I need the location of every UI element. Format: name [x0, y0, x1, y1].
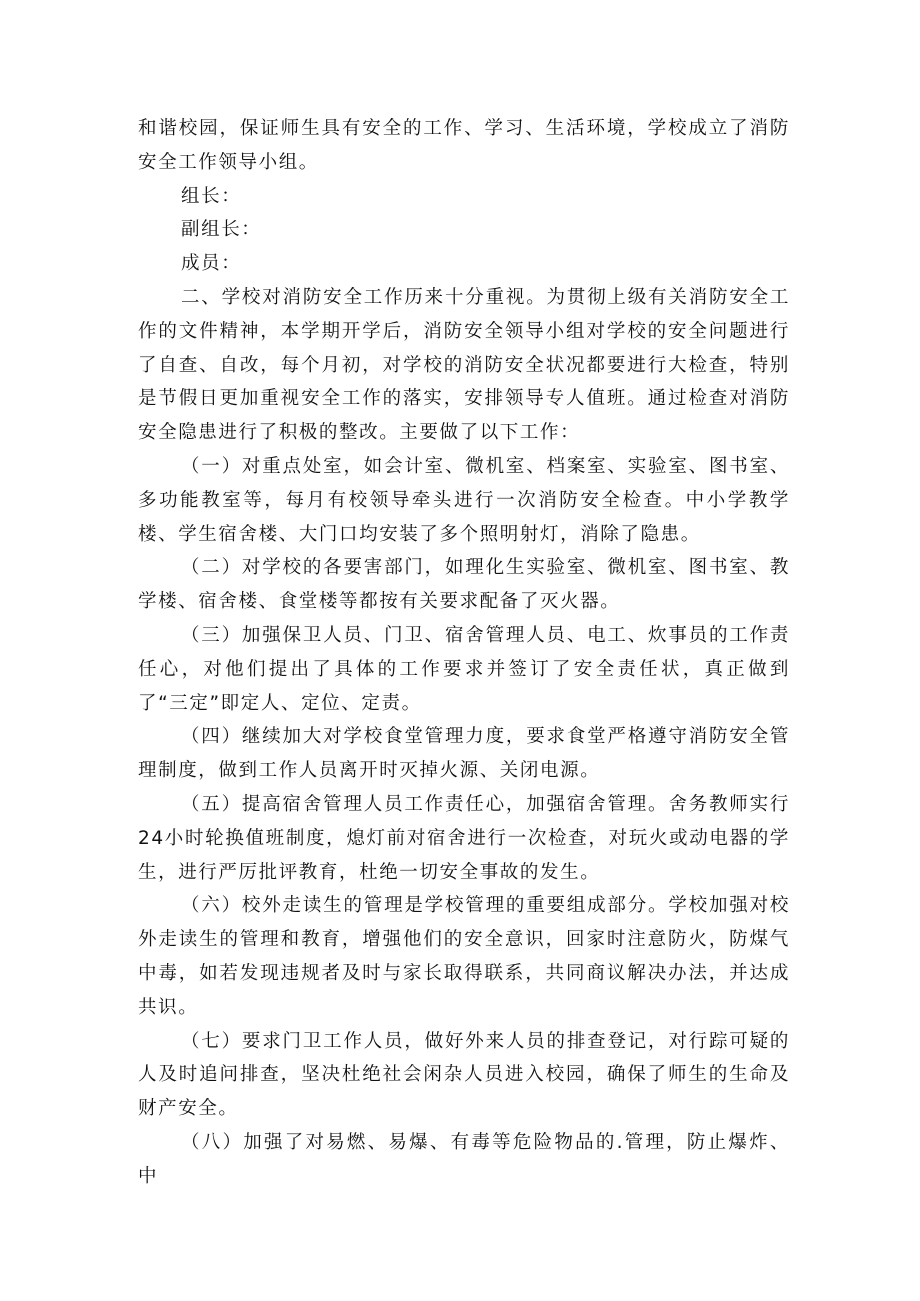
- paragraph-item-3: （三）加强保卫人员、门卫、宿舍管理人员、电工、炊事员的工作责任心，对他们提出了具体的工作要求并签订了安全责任状，真正做到了“三定”即定人、定位、定责。: [138, 624, 790, 714]
- paragraph-item-7: （七）要求门卫工作人员，做好外来人员的排查登记，对行踪可疑的人及时追问排查，坚决杜绝社会闲杂人员进入校园，确保了师生的生命及财产安全。: [138, 1030, 790, 1120]
- paragraph-deputy-leader: 副组长：: [181, 219, 262, 241]
- paragraph-team-leader: 组长：: [181, 185, 242, 207]
- document-page: [138, 112, 790, 1194]
- paragraph-item-6: （六）校外走读生的管理是学校管理的重要组成部分。学校加强对校外走读生的管理和教育，增强他们的安全意识，回家时注意防火，防煤气中毒，如若发现违规者及时与家长取得联系，共同商议解决办法，并达成共识。: [138, 895, 790, 1018]
- paragraph-members: 成员：: [181, 253, 242, 275]
- paragraph-item-1: （一）对重点处室，如会计室、微机室、档案室、实验室、图书室、多功能教室等，每月有校领导牵头进行一次消防安全检查。中小学教学楼、学生宿舍楼、大门口均安装了多个照明射灯，消除了隐患。: [138, 455, 790, 545]
- paragraph-item-2: （二）对学校的各要害部门，如理化生实验室、微机室、图书室、教学楼、宿舍楼、食堂楼等都按有关要求配备了灭火器。: [138, 557, 790, 613]
- paragraph-item-4: （四）继续加大对学校食堂管理力度，要求食堂严格遵守消防安全管理制度，做到工作人员离开时灭掉火源、关闭电源。: [138, 726, 790, 782]
- paragraph-item-8: （八）加强了对易燃、易爆、有毒等危险物品的.管理，防止爆炸、中: [138, 1131, 790, 1187]
- paragraph-intro-continuation: 和谐校园，保证师生具有安全的工作、学习、生活环境，学校成立了消防安全工作领导小组。: [138, 118, 790, 173]
- paragraph-item-5: （五）提高宿舍管理人员工作责任心，加强宿舍管理。舍务教师实行24小时轮换值班制度，熄灯前对宿舍进行一次检查，对玩火或动电器的学生，进行严厉批评教育，杜绝一切安全事故的发生。: [138, 793, 790, 883]
- paragraph-section-two: 二、学校对消防安全工作历来十分重视。为贯彻上级有关消防安全工作的文件精神，本学期开学后，消防安全领导小组对学校的安全问题进行了自查、自改，每个月初，对学校的消防安全状况都要进行大检查，特别是节假日更加重视安全工作的落实，安排领导专人值班。通过检查对消防安全隐患进行了积极的整改。主要做了以下工作：: [138, 286, 790, 444]
